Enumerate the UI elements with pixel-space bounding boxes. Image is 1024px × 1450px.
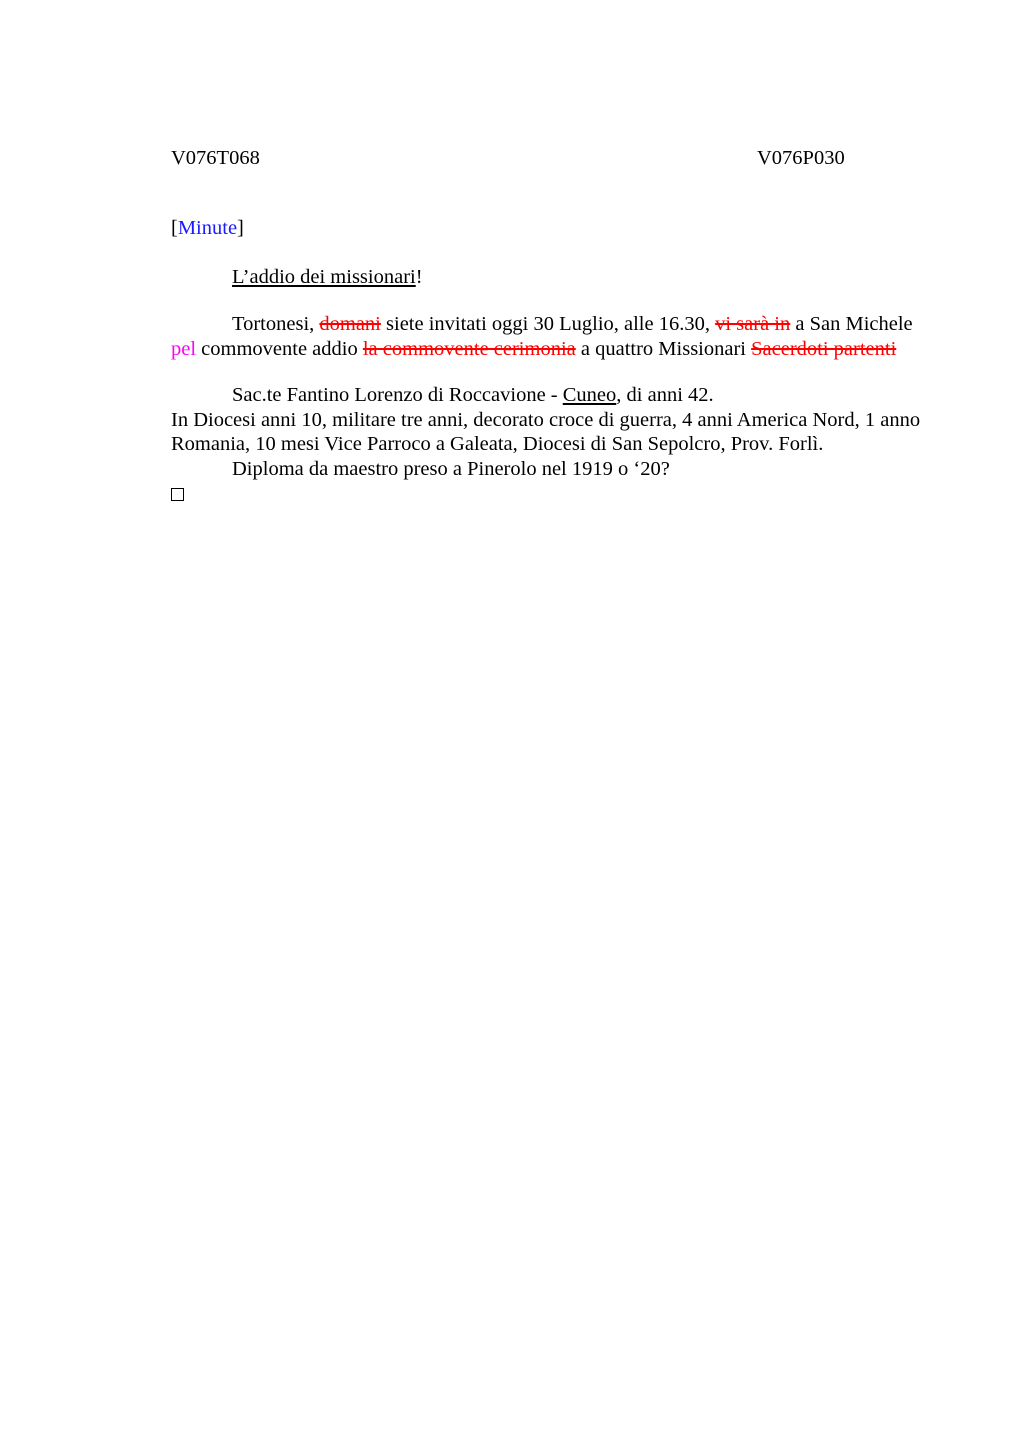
bracket-close: ] — [237, 217, 244, 239]
deleted-text: Sacerdoti partenti — [751, 337, 897, 360]
text-span: commovente addio — [196, 337, 363, 360]
section-heading — [171, 216, 931, 241]
text-span: siete invitati oggi 30 Luglio, alle 16.30, — [380, 313, 716, 335]
inserted-text: pel — [171, 337, 197, 360]
bracket-open: [ — [171, 217, 178, 239]
deleted-text: vi sarà in — [715, 313, 791, 335]
end-marker — [171, 481, 931, 506]
text-span: , di anni 42. — [616, 384, 714, 406]
section-label: Minute — [177, 217, 238, 239]
document-page — [171, 145, 931, 506]
text-span: a San Michele — [790, 313, 913, 335]
bio-line-1 — [171, 383, 931, 408]
bio-line-3: Romania, 10 mesi Vice Parroco a Galeata, Diocesi di San Sepolcro, Prov. Forlì. — [171, 433, 824, 455]
paragraph-invitation-line-2 — [171, 337, 931, 362]
paragraph-invitation — [171, 312, 931, 361]
title-text: L’addio dei missionari — [232, 265, 416, 288]
title-suffix: ! — [415, 265, 423, 288]
bio-line-2: In Diocesi anni 10, militare tre anni, decorato croce di guerra, 4 anni America Nord, 1 anno — [171, 408, 921, 431]
text-span: Sac.te Fantino Lorenzo di Roccavione - — [232, 384, 563, 406]
paragraph-missionary-bio — [171, 383, 931, 481]
left-document-code: V076T068 — [171, 147, 260, 169]
underlined-place: Cuneo — [562, 384, 617, 406]
text-span: a quattro Missionari — [575, 337, 752, 360]
bio-line-4: Diploma da maestro preso a Pinerolo nel 1919 o ‘20? — [232, 457, 670, 480]
text-span: Tortonesi, — [232, 313, 320, 335]
paragraph-invitation-line-1 — [171, 312, 931, 337]
deleted-text: la commovente cerimonia — [362, 337, 576, 360]
checkbox-icon — [171, 488, 184, 501]
document-title — [171, 265, 931, 290]
document-header — [171, 145, 931, 171]
deleted-text: domani — [319, 313, 381, 335]
right-document-code: V076P030 — [757, 147, 845, 169]
